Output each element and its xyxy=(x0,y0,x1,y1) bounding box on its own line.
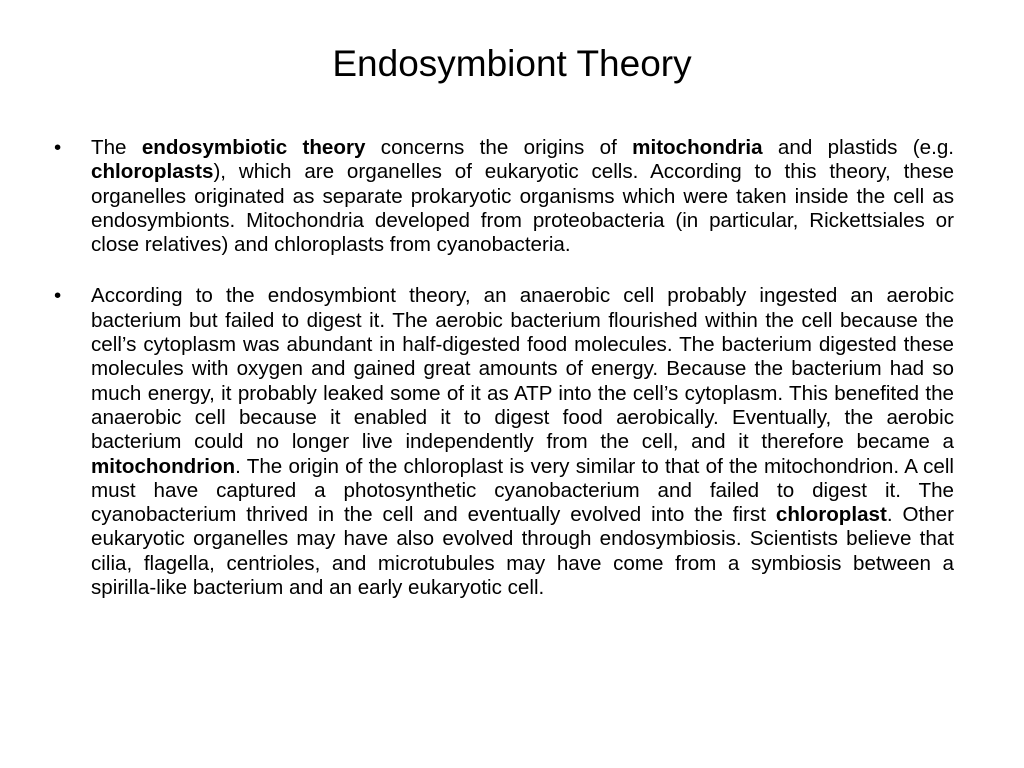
bullet-item xyxy=(54,284,954,600)
bold-term-chloroplasts: chloroplasts xyxy=(91,160,214,184)
bullet-marker: • xyxy=(54,284,62,308)
text-run: and plastids (e.g. xyxy=(762,136,954,159)
bold-term-endosymbiotic-theory: endosymbiotic theory xyxy=(141,136,366,159)
bold-term-mitochondrion: mitochondrion xyxy=(91,454,236,478)
bold-term-chloroplast: chloroplast xyxy=(775,503,887,527)
bold-term-mitochondria: mitochondria xyxy=(632,136,763,159)
text-run: According to the endosymbiont theory, an anaerobic cell probably ingested an aerobic bacterium but failed to digest it. The aerobic bacterium flourished within the cell because the cell’s cytoplasm was abundant in half-digested food molecules. The bacterium digested these molecules with oxygen and gained great amounts of energy. Because the bacterium had so much energy, it probably leaked some of it as ATP into the cell’s cytoplasm. This benefited the anaerobic cell because it enabled it to digest food aerobically. Eventually, the aerobic bacterium could no longer live independently from the cell, and it therefore became a xyxy=(91,284,954,454)
bullet-marker: • xyxy=(54,136,62,159)
text-run: . Other eukaryotic organelles may have also evolved through endosymbiosis. Scientists believe that cilia, flagella, centrioles, and microtubules may have come from a symbiosis between a spirilla-like bacterium and an early eukaryotic cell. xyxy=(91,503,954,600)
bullet-list xyxy=(54,136,954,600)
text-run: The xyxy=(91,136,142,159)
text-run: ), which are organelles of eukaryotic cells. According to this theory, these organelles originated as separate prokaryotic organisms which were taken inside the cell as endosymbionts. Mitochondria developed from proteobacteria (in particular, Rickettsiales or close relatives) and chloroplasts from cyanobacteria. xyxy=(91,160,954,257)
bullet-item xyxy=(54,136,954,257)
text-run: . The origin of the chloroplast is very similar to that of the mitochondrion. A cell must have captured a photosynthetic cyanobacterium and failed to digest it. The cyanobacterium thrived in the cell and eventually evolved into the first xyxy=(91,454,954,527)
text-run: concerns the origins of xyxy=(365,136,633,159)
slide-title: Endosymbiont Theory xyxy=(332,43,692,84)
